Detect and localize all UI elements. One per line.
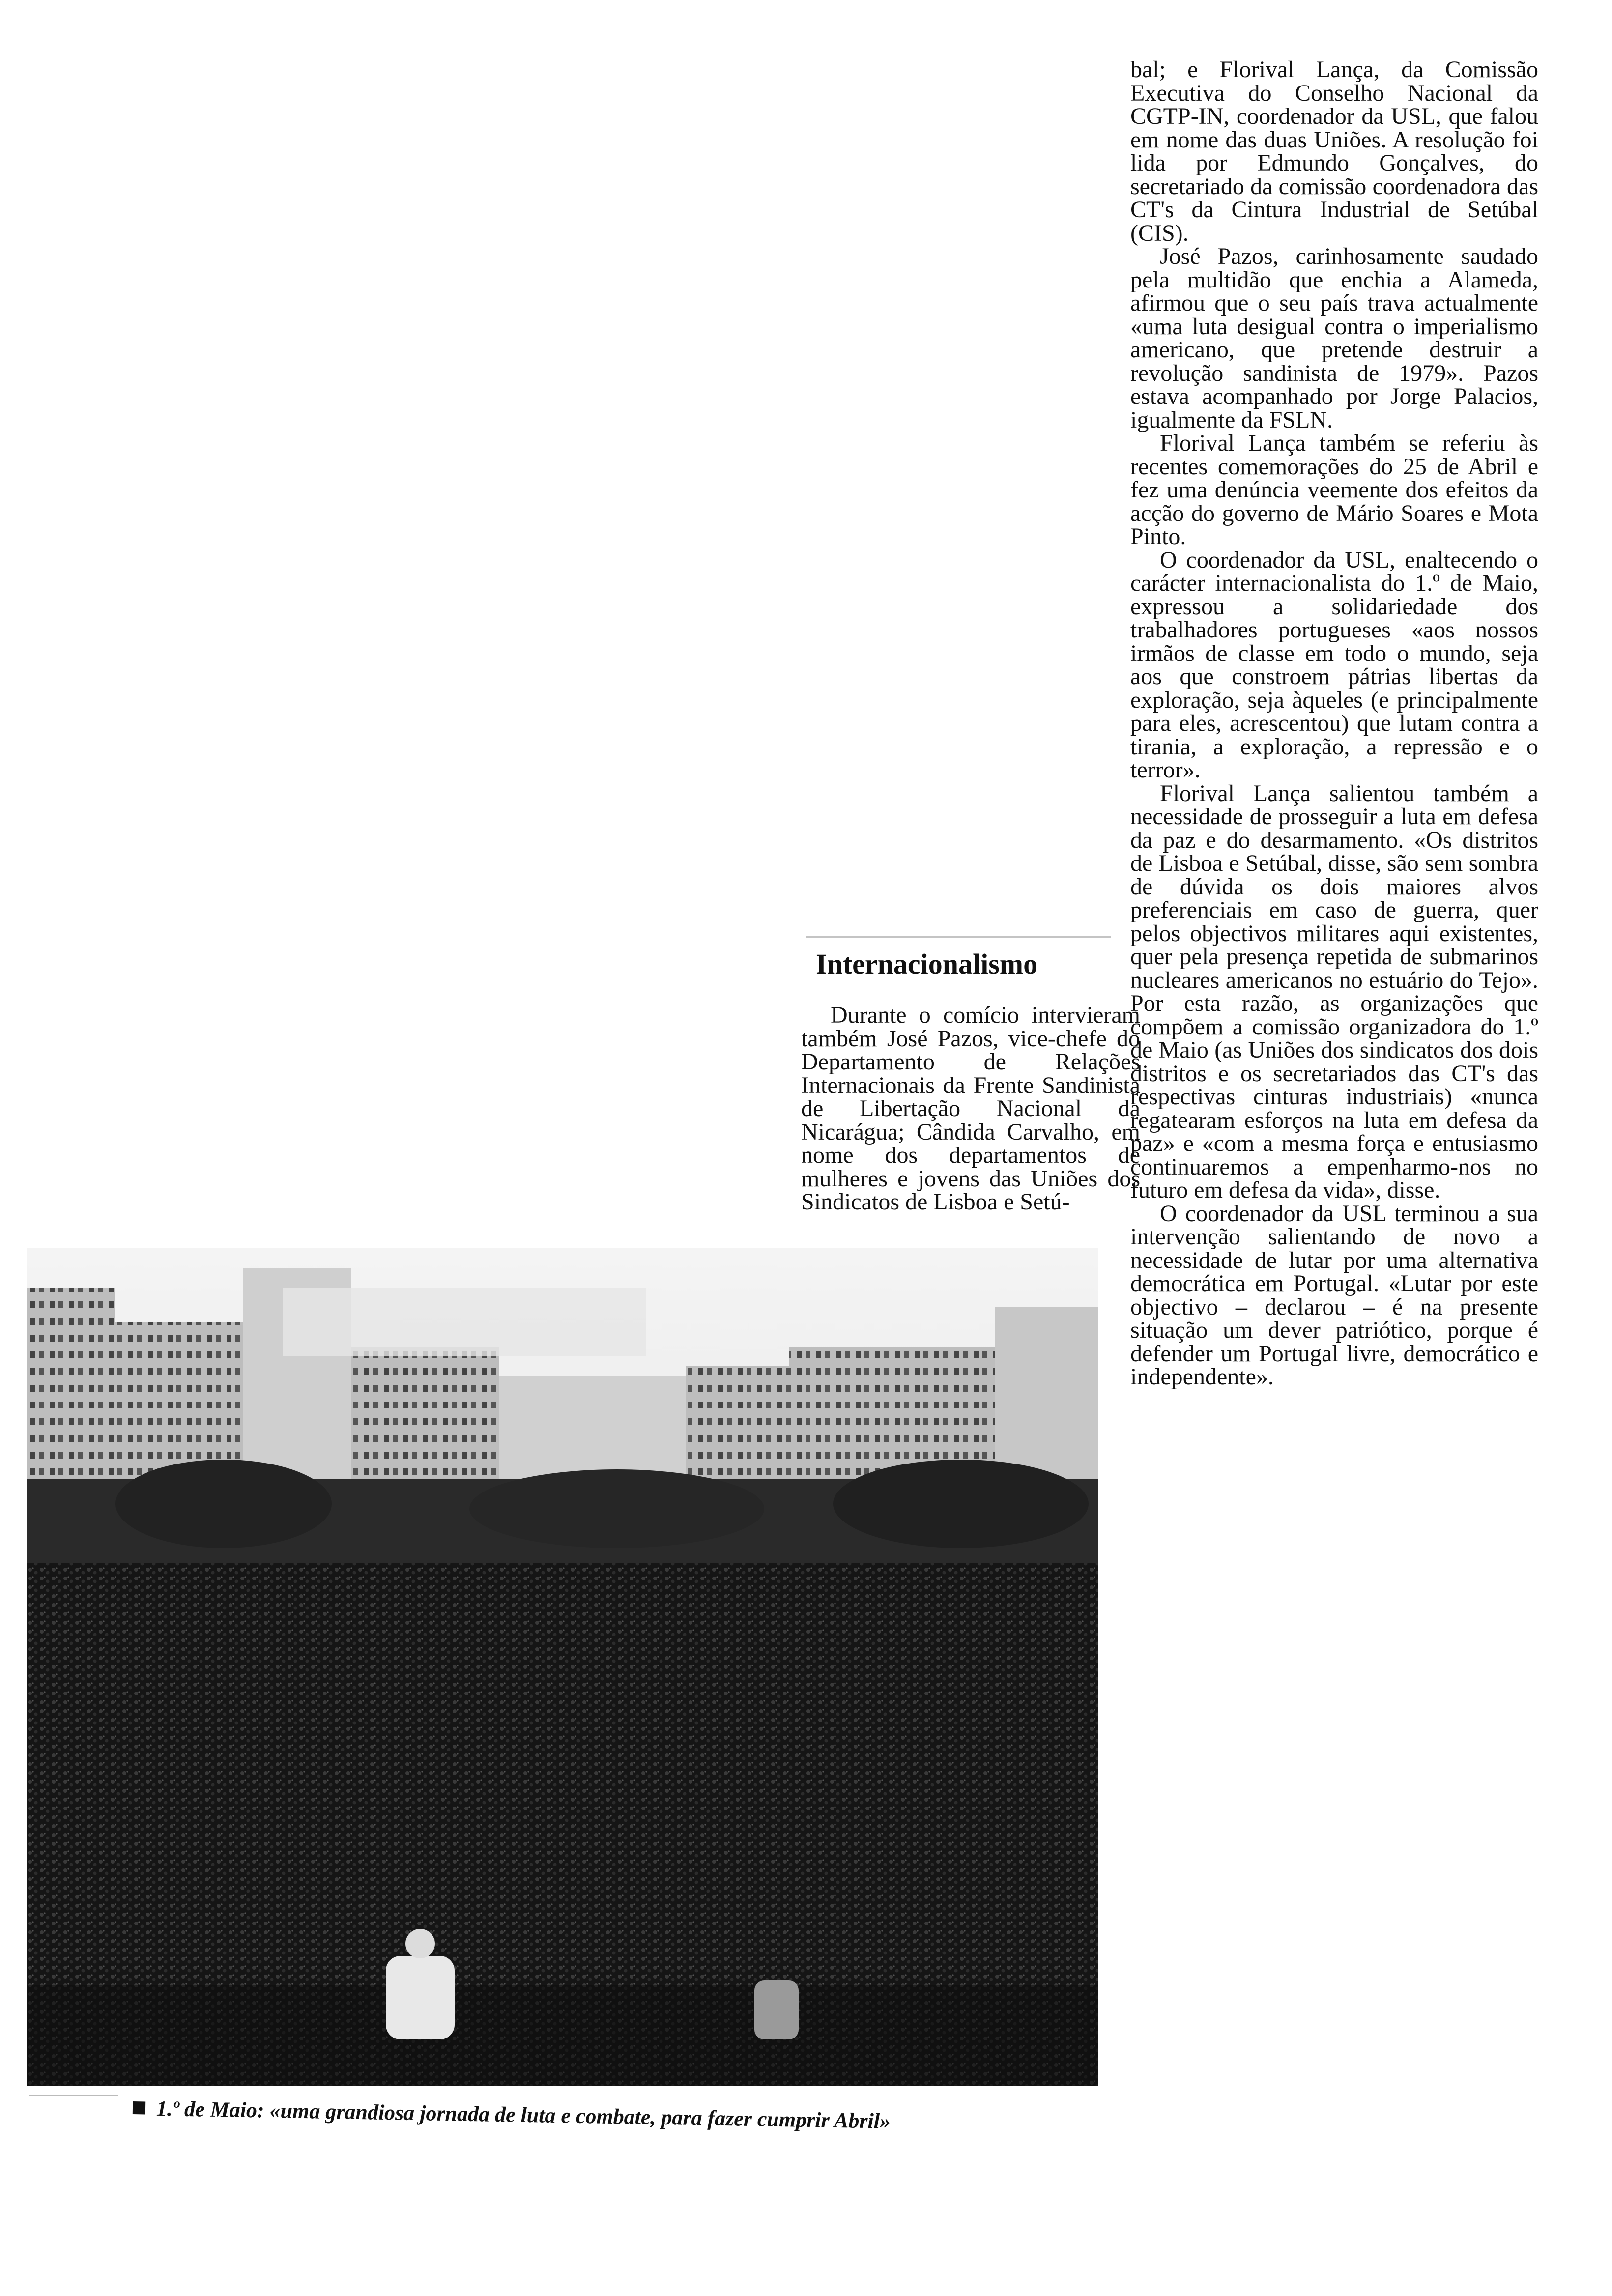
internacionalismo-body: Durante o comício intervieram também José Pazos, vice-chefe do Departamento de Relações Internacionais da Frente Sandinista de Libertação Nacional da Nicarágua; Cândida Carvalho, em nome dos departamentos de mulheres e jovens das Uniões dos Sindicatos de Lisboa e Setú-: [801, 1002, 1140, 1215]
paragraph-paz-desarmamento: Florival Lança salientou também a necessidade de prosseguir a luta em defesa da paz e do desarmamento. «Os distritos de Lisboa e Setúbal, disse, são sem sombra de dúvida os dois maiores alvos preferenciais em caso de guerra, quer pelos objectivos militares aqui existentes, quer pela presença repetida de submarinos nucleares americanos no estuário do Tejo». Por esta razão, as organizações que compõem a comissão organizadora do 1.º de Maio (as Uniões dos sindicatos dos dois distritos e os secretariados das CT's das respectivas cinturas industriais) «nunca regatearam esforços na luta em defesa da paz» e «com a mesma força e entusiasmo continuaremos a empenharmo-nos no futuro em defesa da vida», disse.: [1130, 780, 1538, 1203]
internacionalismo-section: [801, 948, 1140, 1214]
paragraph-25-abril: Florival Lança também se referiu às recentes comemorações do 25 de Abril e fez uma denúncia veemente dos efeitos da acção do governo de Mário Soares e Mota Pinto.: [1130, 430, 1538, 549]
crowd-photo: [27, 1248, 1098, 2086]
paragraph-internacionalista: O coordenador da USL, enaltecendo o carácter internacionalista do 1.º de Maio, expressou a solidariedade dos trabalhadores portugueses «aos nossos irmãos de classe em todo o mundo, seja aos que constroem pátrias libertas da exploração, seja àqueles (e principalmente para eles, acrescentou) que lutam contra a tirania, a exploração, a repressão e o terror».: [1130, 546, 1538, 783]
photo-caption: [133, 2096, 1067, 2137]
section-heading: Internacionalismo: [816, 948, 1038, 980]
paragraph-alternativa-democratica: O coordenador da USL terminou a sua intervenção salientando de novo a necessidade de lutar por uma alternativa democrática em Portugal. «Lutar por este objectivo – declarou – é na presente situação um dever patriótico, porque é defender um Portugal livre, democrático e independente».: [1130, 1200, 1538, 1390]
scan-noise-line: [806, 936, 1111, 938]
paragraph-continuation: bal; e Florival Lança, da Comissão Executiva do Conselho Nacional da CGTP-IN, coordenador da USL, que falou em nome das duas Uniões. A resolução foi lida por Edmundo Gonçalves, do secretariado da comissão coordenadora das CT's da Cintura Industrial de Setúbal (CIS).: [1130, 57, 1538, 246]
right-text-column: [1130, 58, 1538, 1389]
caption-bullet-icon: [133, 2101, 145, 2114]
photo-caption-text: 1.º de Maio: «uma grandiosa jornada de luta e combate, para fazer cumprir Abril»: [156, 2096, 891, 2133]
scan-noise-line: [29, 2095, 118, 2096]
crowd-photo-drawing: [27, 1248, 1098, 2086]
paragraph-jose-pazos: José Pazos, carinhosamente saudado pela multidão que enchia a Alameda, afirmou que o seu país trava actualmente «uma luta desigual contra o imperialismo americano, que pretende destruir a revolução sandinista de 1979». Pazos estava acompanhado por Jorge Palacios, igualmente da FSLN.: [1130, 243, 1538, 433]
